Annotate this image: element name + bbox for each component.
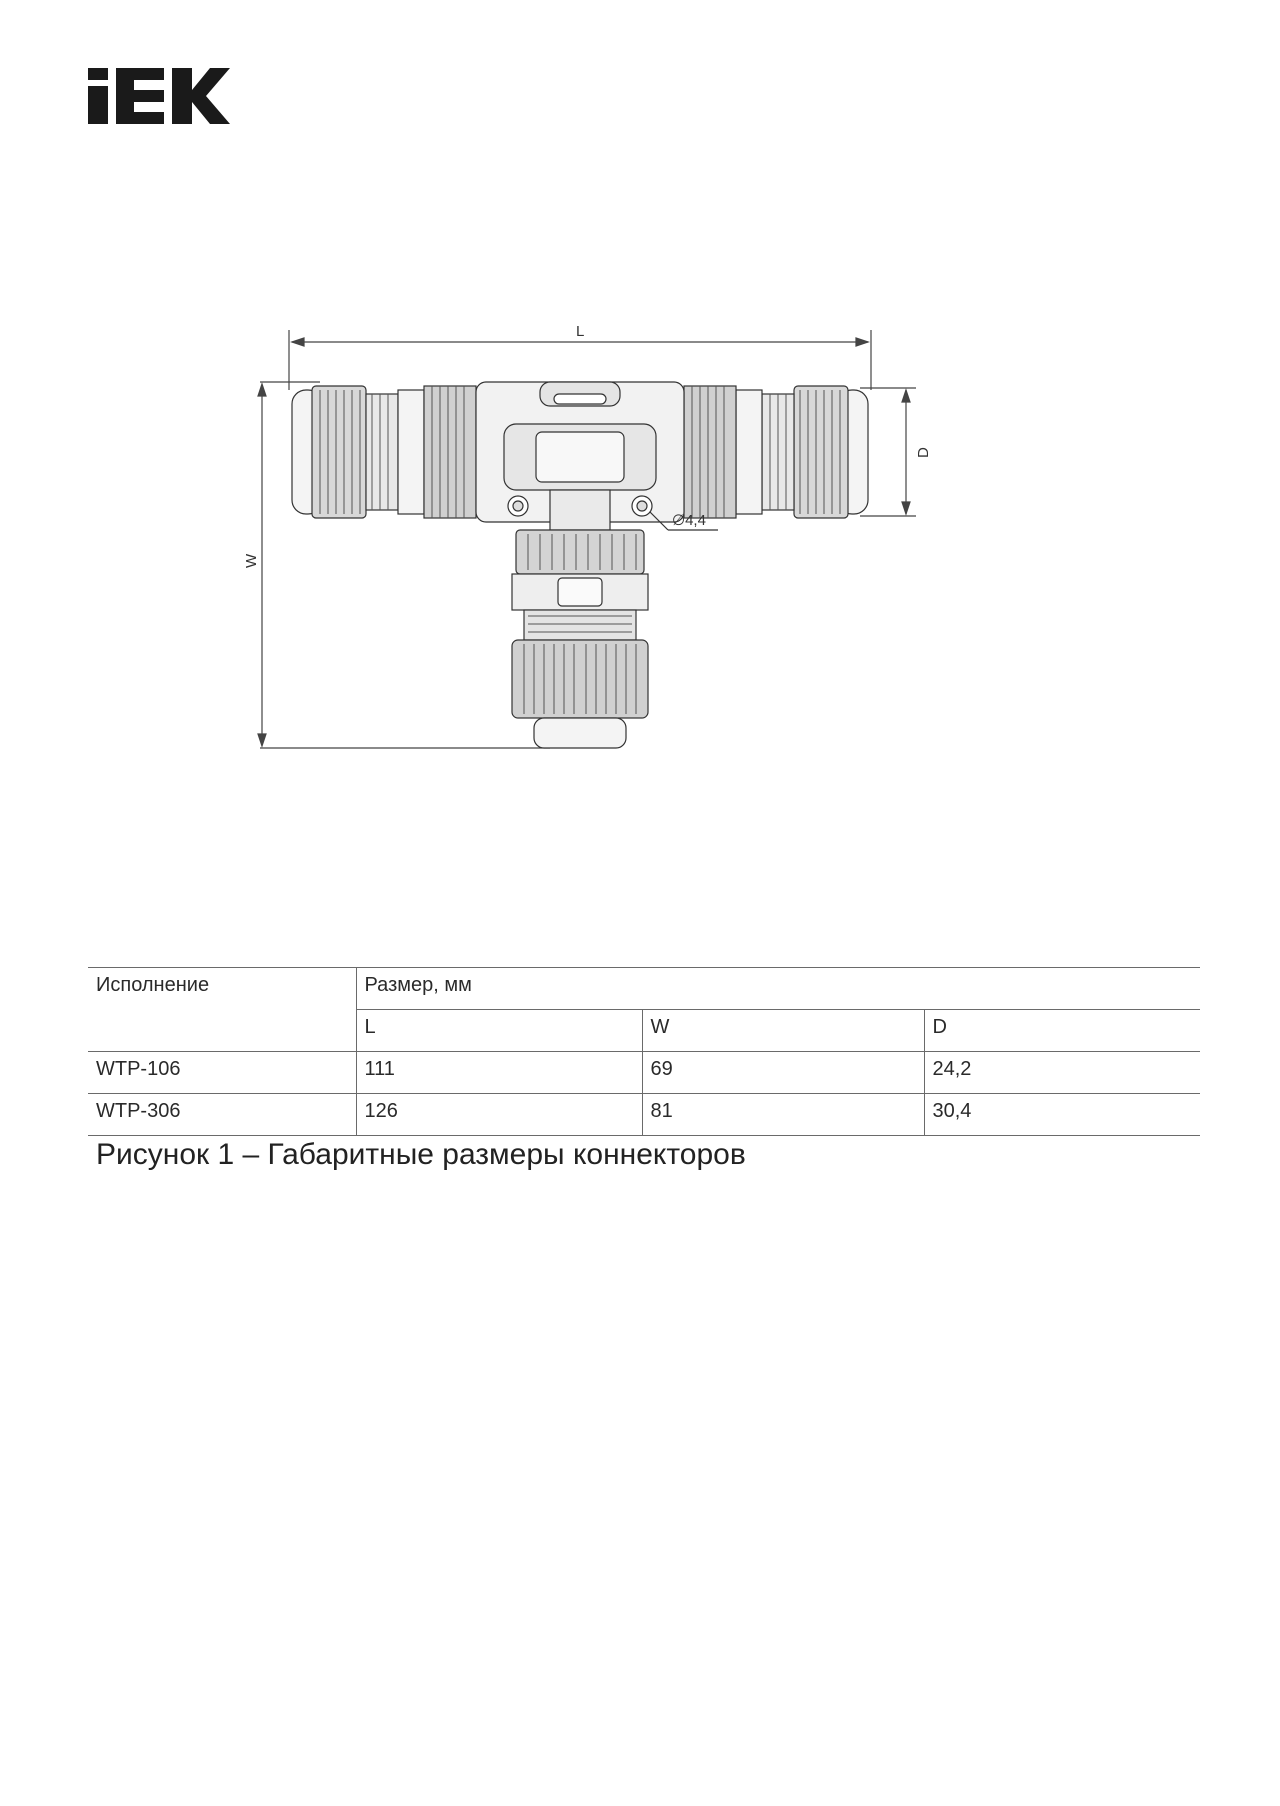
header-size: Размер, мм (356, 968, 1200, 1010)
cell-w: 81 (642, 1094, 924, 1136)
cell-l: 111 (356, 1052, 642, 1094)
cell-l: 126 (356, 1094, 642, 1136)
connector-drawing (240, 320, 940, 760)
dim-label-l: L (576, 323, 585, 340)
table-row (88, 1094, 1200, 1136)
hole-diameter-label: ∅4,4 (672, 512, 706, 529)
dim-label-d: D (915, 447, 932, 458)
cell-d: 30,4 (924, 1094, 1200, 1136)
header-variant: Исполнение (88, 968, 356, 1052)
subheader-d: D (924, 1010, 1200, 1052)
cell-model: WTP-106 (88, 1052, 356, 1094)
dim-label-w: W (243, 553, 260, 568)
cell-d: 24,2 (924, 1052, 1200, 1094)
figure-caption: Рисунок 1 – Габаритные размеры коннекторов (96, 1138, 746, 1171)
subheader-w: W (642, 1010, 924, 1052)
cell-w: 69 (642, 1052, 924, 1094)
cell-model: WTP-306 (88, 1094, 356, 1136)
iek-logo (88, 68, 230, 124)
dimensions-table (88, 967, 1200, 1136)
table-row (88, 1052, 1200, 1094)
subheader-l: L (356, 1010, 642, 1052)
table-header-row (88, 968, 1200, 1010)
